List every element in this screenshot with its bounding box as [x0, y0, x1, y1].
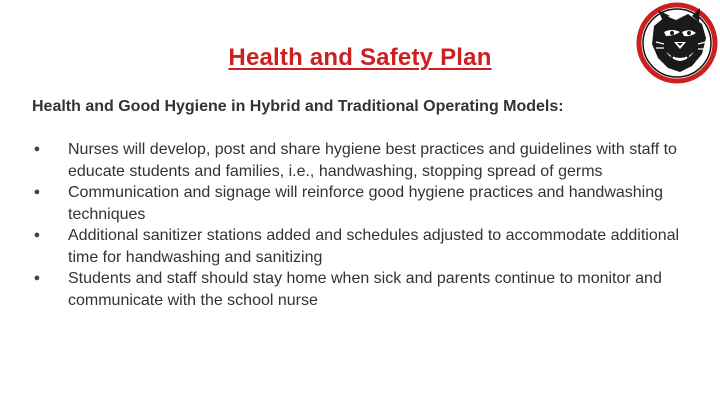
- bullet-text: Communication and signage will reinforce good hygiene practices and handwashing techniques: [68, 184, 664, 223]
- bullet-dot-icon: ●: [33, 229, 41, 241]
- bullet-text: Students and staff should stay home when sick and parents continue to monitor and communicate with the school nurse: [68, 270, 662, 309]
- bullet-item: [30, 182, 690, 225]
- bullet-dot-icon: ●: [33, 143, 41, 155]
- bullet-item: [30, 268, 690, 311]
- bullet-dot-icon: ●: [33, 186, 41, 198]
- slide-title: Health and Safety Plan: [228, 44, 492, 71]
- bullet-item: [30, 225, 690, 268]
- slide-subtitle: Health and Good Hygiene in Hybrid and Traditional Operating Models:: [32, 98, 564, 115]
- bullet-item: [30, 139, 690, 182]
- wildcat-mascot-logo-icon: [636, 2, 718, 84]
- bullet-dot-icon: ●: [33, 272, 41, 284]
- bullet-text: Additional sanitizer stations added and schedules adjusted to accommodate additional time for handwashing and sanitizing: [68, 227, 680, 266]
- bullet-list: [30, 139, 690, 311]
- bullet-text: Nurses will develop, post and share hygiene best practices and guidelines with staff to educate students and families, i.e., handwashing, stopping spread of germs: [68, 141, 677, 180]
